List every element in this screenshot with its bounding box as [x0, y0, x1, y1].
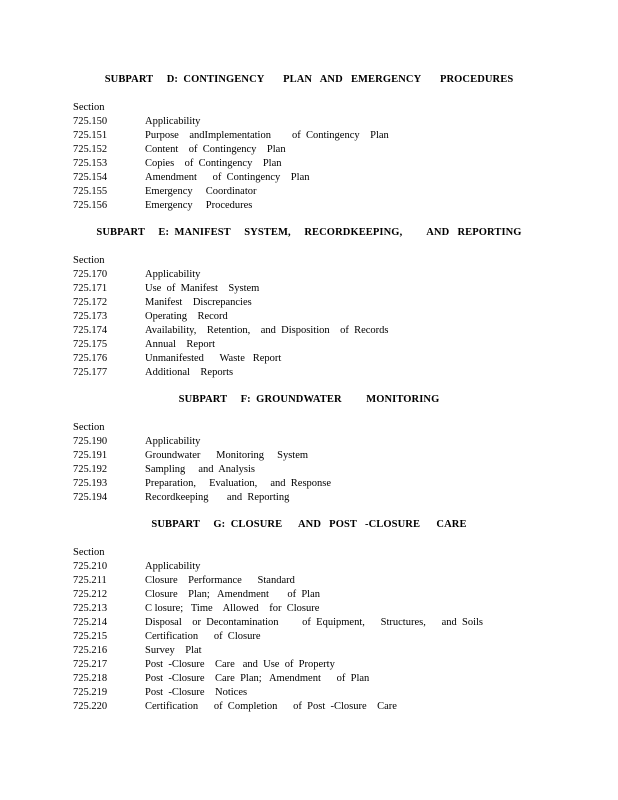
- section-list: [0, 115, 618, 213]
- subpart-f-block: [0, 393, 618, 505]
- section-title: Additional Reports: [145, 367, 234, 378]
- subpart-heading: SUBPART G: CLOSURE AND POST -CLOSURE CARE: [151, 519, 467, 530]
- section-title: Closure Performance Standard: [145, 575, 295, 586]
- section-entry: [0, 574, 618, 588]
- section-label: Section: [73, 422, 105, 433]
- section-number: 725.215: [73, 631, 108, 642]
- section-number: 725.216: [73, 645, 108, 656]
- section-title: Copies of Contingency Plan: [145, 158, 282, 169]
- section-title: Closure Plan; Amendment of Plan: [145, 589, 320, 600]
- section-entry: [0, 143, 618, 157]
- section-title: Emergency Coordinator: [145, 186, 257, 197]
- section-entry: [0, 129, 618, 143]
- section-title: C losure; Time Allowed for Closure: [145, 603, 320, 614]
- section-title: Operating Record: [145, 311, 228, 322]
- section-title: Amendment of Contingency Plan: [145, 172, 310, 183]
- section-title: Applicability: [145, 116, 201, 127]
- section-entry: [0, 171, 618, 185]
- section-title: Applicability: [145, 436, 201, 447]
- section-number: 725.194: [73, 492, 108, 503]
- section-number: 725.175: [73, 339, 108, 350]
- section-number: 725.214: [73, 617, 108, 628]
- section-number: 725.155: [73, 186, 108, 197]
- section-title: Applicability: [145, 561, 201, 572]
- section-number: 725.218: [73, 673, 108, 684]
- section-title: Use of Manifest System: [145, 283, 260, 294]
- section-title: Sampling and Analysis: [145, 464, 255, 475]
- section-list: [0, 268, 618, 380]
- section-entry: [0, 658, 618, 672]
- subpart-heading: SUBPART F: GROUNDWATER MONITORING: [178, 394, 440, 405]
- subpart-d-block: [0, 73, 618, 213]
- section-entry: [0, 435, 618, 449]
- section-entry: [0, 672, 618, 686]
- section-label: Section: [73, 102, 105, 113]
- section-list: [0, 560, 618, 714]
- section-title: Certification of Completion of Post -Closure Care: [145, 701, 397, 712]
- section-entry: [0, 338, 618, 352]
- section-number: 725.153: [73, 158, 108, 169]
- subpart-e-block: [0, 226, 618, 380]
- section-number: 725.212: [73, 589, 108, 600]
- subpart-heading: SUBPART E: MANIFEST SYSTEM, RECORDKEEPING, AND REPORTING: [96, 227, 522, 238]
- section-entry: [0, 268, 618, 282]
- section-entry: [0, 477, 618, 491]
- section-entry: [0, 366, 618, 380]
- subpart-g-block: [0, 518, 618, 714]
- section-title: Manifest Discrepancies: [145, 297, 252, 308]
- section-title: Groundwater Monitoring System: [145, 450, 309, 461]
- section-title: Content of Contingency Plan: [145, 144, 286, 155]
- section-label: Section: [73, 255, 105, 266]
- section-number: 725.176: [73, 353, 108, 364]
- section-number: 725.219: [73, 687, 108, 698]
- section-entry: [0, 324, 618, 338]
- section-entry: [0, 686, 618, 700]
- section-number: 725.171: [73, 283, 108, 294]
- section-number: 725.210: [73, 561, 108, 572]
- section-entry: [0, 199, 618, 213]
- section-number: 725.174: [73, 325, 108, 336]
- section-title: Survey Plat: [145, 645, 202, 656]
- section-entry: [0, 560, 618, 574]
- section-number: 725.170: [73, 269, 108, 280]
- section-entry: [0, 602, 618, 616]
- section-number: 725.191: [73, 450, 108, 461]
- section-number: 725.213: [73, 603, 108, 614]
- section-entry: [0, 449, 618, 463]
- section-entry: [0, 185, 618, 199]
- section-entry: [0, 630, 618, 644]
- section-entry: [0, 352, 618, 366]
- section-entry: [0, 157, 618, 171]
- section-entry: [0, 644, 618, 658]
- section-title: Unmanifested Waste Report: [145, 353, 282, 364]
- section-number: 725.156: [73, 200, 108, 211]
- section-title: Post -Closure Care and Use of Property: [145, 659, 335, 670]
- section-number: 725.173: [73, 311, 108, 322]
- section-number: 725.150: [73, 116, 108, 127]
- section-number: 725.190: [73, 436, 108, 447]
- section-number: 725.192: [73, 464, 108, 475]
- section-title: Disposal or Decontamination of Equipment, Structures, and Soils: [145, 617, 483, 628]
- section-number: 725.220: [73, 701, 108, 712]
- section-number: 725.211: [73, 575, 107, 586]
- section-list: [0, 435, 618, 505]
- section-title: Post -Closure Care Plan; Amendment of Plan: [145, 673, 370, 684]
- section-number: 725.217: [73, 659, 108, 670]
- section-entry: [0, 310, 618, 324]
- subpart-heading: SUBPART D: CONTINGENCY PLAN AND EMERGENCY PROCEDURES: [104, 74, 514, 85]
- section-title: Preparation, Evaluation, and Response: [145, 478, 332, 489]
- section-title: Purpose andImplementation of Contingency Plan: [145, 130, 389, 141]
- section-number: 725.151: [73, 130, 108, 141]
- section-entry: [0, 115, 618, 129]
- section-number: 725.193: [73, 478, 108, 489]
- section-label: Section: [73, 547, 105, 558]
- section-title: Availability, Retention, and Disposition of Records: [145, 325, 389, 336]
- section-entry: [0, 282, 618, 296]
- section-title: Certification of Closure: [145, 631, 261, 642]
- section-title: Annual Report: [145, 339, 215, 350]
- section-number: 725.177: [73, 367, 108, 378]
- section-number: 725.152: [73, 144, 108, 155]
- section-entry: [0, 463, 618, 477]
- section-entry: [0, 588, 618, 602]
- section-title: Applicability: [145, 269, 201, 280]
- section-title: Post -Closure Notices: [145, 687, 248, 698]
- section-number: 725.154: [73, 172, 108, 183]
- section-title: Emergency Procedures: [145, 200, 253, 211]
- section-entry: [0, 700, 618, 714]
- section-entry: [0, 296, 618, 310]
- section-title: Recordkeeping and Reporting: [145, 492, 290, 503]
- section-number: 725.172: [73, 297, 108, 308]
- section-entry: [0, 491, 618, 505]
- section-entry: [0, 616, 618, 630]
